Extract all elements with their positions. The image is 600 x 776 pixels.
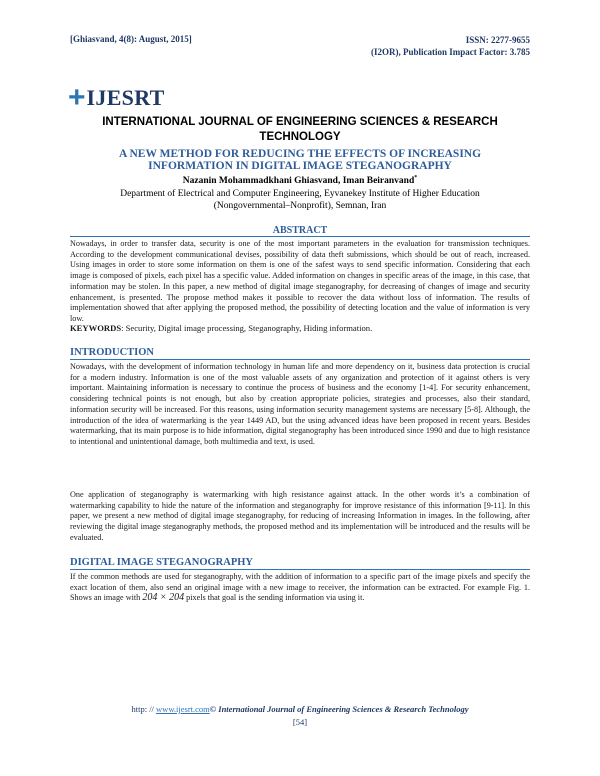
introduction-heading: INTRODUCTION bbox=[70, 347, 530, 360]
issn: ISSN: 2277-9655 bbox=[465, 35, 530, 45]
plus-icon: + bbox=[68, 81, 86, 114]
steg-text-before: If the common methods are used for steganography, with the addition of information to a specific part of the image pixels and specify the exact location of them, also send an original image with a new image to receiver, the information can be extracted. For example Fig. 1. Shows an image with bbox=[70, 572, 530, 603]
journal-title: INTERNATIONAL JOURNAL OF ENGINEERING SCIENCES & RESEARCH TECHNOLOGY bbox=[102, 116, 498, 143]
logo-text: IJESRT bbox=[86, 85, 165, 110]
page-number: [54] bbox=[292, 717, 308, 727]
footer-prefix: http: // bbox=[131, 704, 157, 714]
affiliation bbox=[80, 188, 520, 212]
running-header-right bbox=[371, 34, 530, 58]
affiliation-line-2: (Nongovernmental–Nonprofit), Semnan, Iran bbox=[213, 201, 387, 211]
introduction-paragraph-2: One application of steganography is watermarking with high resistance against attack. In the other words it’s a combination of watermarking capability to hide the nature of the information and steganography for improve resistance of this information [9-11]. In this paper, we present a new method of digital image steganography, for reducing of increasing Information in images. In the following, after reviewing the digital image steganography methods, the proposed method and its implementation will be introduced and the results will be evaluated. bbox=[70, 490, 530, 542]
running-header-left: [Ghiasvand, 4(8): August, 2015] bbox=[70, 34, 192, 44]
abstract-heading: ABSTRACT bbox=[70, 226, 530, 237]
abstract-text: Nowadays, in order to transfer data, security is one of the most important parameters in the evaluation for transmission techniques. According to the development communicational devises, possibility of data theft submissions, which should be out of reach, increased. Using images in order to store some information on them is one of the safest ways to send specific information. Considering that each image is composed of pixels, each pixel has a specific value. Added information on changes in specific areas of the image, in this case, that information may be stolen. In this paper, a new method of digital image steganography, for decreasing of changes of image and security enhancement, is presented. The propose method makes it possible to recover the data without loss of information. The results of implementation showed that after applying the proposed method, the possibility of detecting location and the value of information is very low. bbox=[70, 239, 530, 323]
footer bbox=[50, 704, 550, 714]
keywords bbox=[70, 323, 372, 333]
image-size-math: 204 × 204 bbox=[142, 592, 185, 604]
author-names: Nazanin Mohammadkhani Ghiasvand, Iman Beiranvand bbox=[182, 176, 415, 187]
keywords-text: : Security, Digital image processing, Steganography, Hiding information. bbox=[121, 323, 373, 333]
impact-factor: (I2OR), Publication Impact Factor: 3.785 bbox=[371, 47, 530, 57]
steg-text-after: pixels that goal is the sending information via using it. bbox=[184, 593, 365, 603]
steganography-paragraph bbox=[70, 572, 530, 604]
journal-url-link[interactable]: www.ijesrt.com bbox=[156, 704, 210, 714]
affiliation-line-1: Department of Electrical and Computer Engineering, Eyvanekey Institute of Higher Education bbox=[120, 189, 480, 199]
journal-logo bbox=[68, 81, 165, 114]
authors bbox=[100, 175, 500, 186]
steganography-heading: DIGITAL IMAGE STEGANOGRAPHY bbox=[70, 557, 530, 570]
footer-copyright: © International Journal of Engineering Sciences & Research Technology bbox=[209, 704, 469, 714]
keywords-label: KEYWORDS bbox=[70, 323, 122, 333]
paper-title: A NEW METHOD FOR REDUCING THE EFFECTS OF INCREASING INFORMATION IN DIGITAL IMAGE STEGANOGRAPHY bbox=[118, 148, 482, 172]
corresponding-author-mark: * bbox=[414, 175, 418, 181]
introduction-paragraph-1: Nowadays, with the development of information technology in human life and more dependency on it, business data protection is crucial for a modern industry. Information is one of the most valuable assets of any organization and protection of it against others is very important. Maintaining information is necessary to continue the process of business and the economy [1-4]. For security enhancement, considering technical points is not enough, but also by creation appropriate policies, strategies and processes, also their standard, information security will be increased. For this reasons, using information security management systems are necessary [5-8]. Although, the introduction of the idea of watermarking is the year 1449 AD, but the using advanced ideas have been proposed in recent years. Besides watermarking, that its main purpose is to hide information, digital steganography has been introduced since 1990 and due to high resistance to intentional and unintentional damage, both multimedia and text, is used. bbox=[70, 362, 530, 446]
